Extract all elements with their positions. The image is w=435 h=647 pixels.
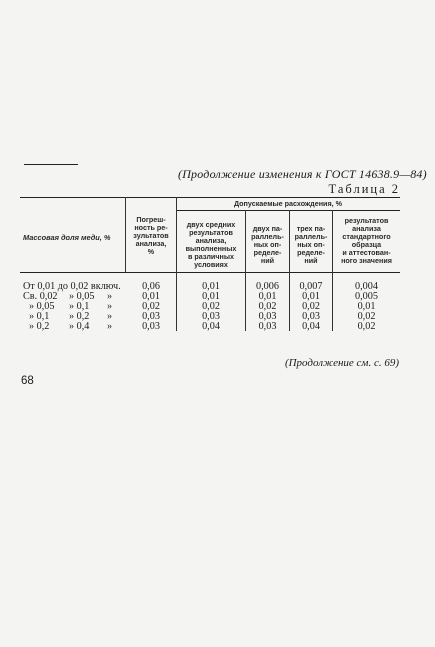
cell-two-results: 0,02 (202, 301, 220, 312)
top-short-rule (24, 164, 78, 165)
cell-two-parallel: 0,01 (258, 291, 277, 302)
cell-standard: 0,01 (357, 301, 376, 312)
cell-three-parallel: 0,04 (302, 321, 320, 332)
header-bottom-rule (20, 272, 400, 273)
row-label: » 0,1 » 0,2 » (29, 311, 113, 322)
cell-standard: 0,004 (355, 281, 378, 292)
cell-standard: 0,02 (357, 311, 376, 322)
cell-error: 0,01 (142, 291, 160, 302)
table-row (20, 322, 400, 332)
cell-two-parallel: 0,006 (256, 281, 279, 292)
cell-error: 0,02 (142, 301, 160, 312)
row-label: Св. 0,02 » 0,05 » (23, 291, 113, 302)
row-label: От 0,01 до 0,02 включ. (23, 281, 121, 292)
cell-two-parallel: 0,03 (258, 321, 277, 332)
header-two-results: двух средних результатов анализа, выполненных в различных условиях (185, 220, 237, 269)
tolerance-table (20, 197, 400, 331)
cell-two-results: 0,04 (202, 321, 220, 332)
page-number: 68 (21, 375, 34, 387)
table-label: Таблица 2 (328, 182, 400, 196)
header-two-parallel: двух па- раллель- ных оп- ределе- ний (251, 224, 284, 265)
header-standard-sample: результатов анализа стандартного образца и аттестован- ного значения (341, 216, 392, 265)
cell-three-parallel: 0,03 (302, 311, 320, 322)
cell-three-parallel: 0,007 (299, 281, 323, 292)
cell-two-results: 0,03 (202, 311, 220, 322)
continuation-note: (Продолжение изменения к ГОСТ 14638.9—84) (178, 167, 427, 181)
cell-three-parallel: 0,01 (302, 291, 320, 302)
cell-standard: 0,005 (355, 291, 378, 302)
cell-error: 0,06 (142, 281, 160, 292)
row-label: » 0,2 » 0,4 » (29, 321, 113, 332)
group-header-rule (176, 210, 400, 211)
cell-standard: 0,02 (357, 321, 376, 332)
row-label: » 0,05 » 0,1 » (29, 301, 113, 312)
cell-error: 0,03 (142, 321, 160, 332)
cell-two-results: 0,01 (202, 281, 220, 292)
cell-error: 0,03 (142, 311, 160, 322)
header-group-tolerances: Допускаемые расхождения, % (233, 199, 343, 208)
cell-two-parallel: 0,03 (258, 311, 277, 322)
cell-three-parallel: 0,02 (302, 301, 320, 312)
continued-note: (Продолжение см. с. 69) (284, 357, 399, 369)
header-mass-fraction: Массовая доля меди, % (23, 233, 111, 242)
table-top-rule (20, 197, 400, 198)
cell-two-parallel: 0,02 (258, 301, 277, 312)
header-three-parallel: трех па- раллель- ных оп- ределе- ний (294, 224, 328, 265)
header-error: Погреш- ность ре- зультатов анализа, % (133, 215, 169, 256)
cell-two-results: 0,01 (202, 291, 220, 302)
